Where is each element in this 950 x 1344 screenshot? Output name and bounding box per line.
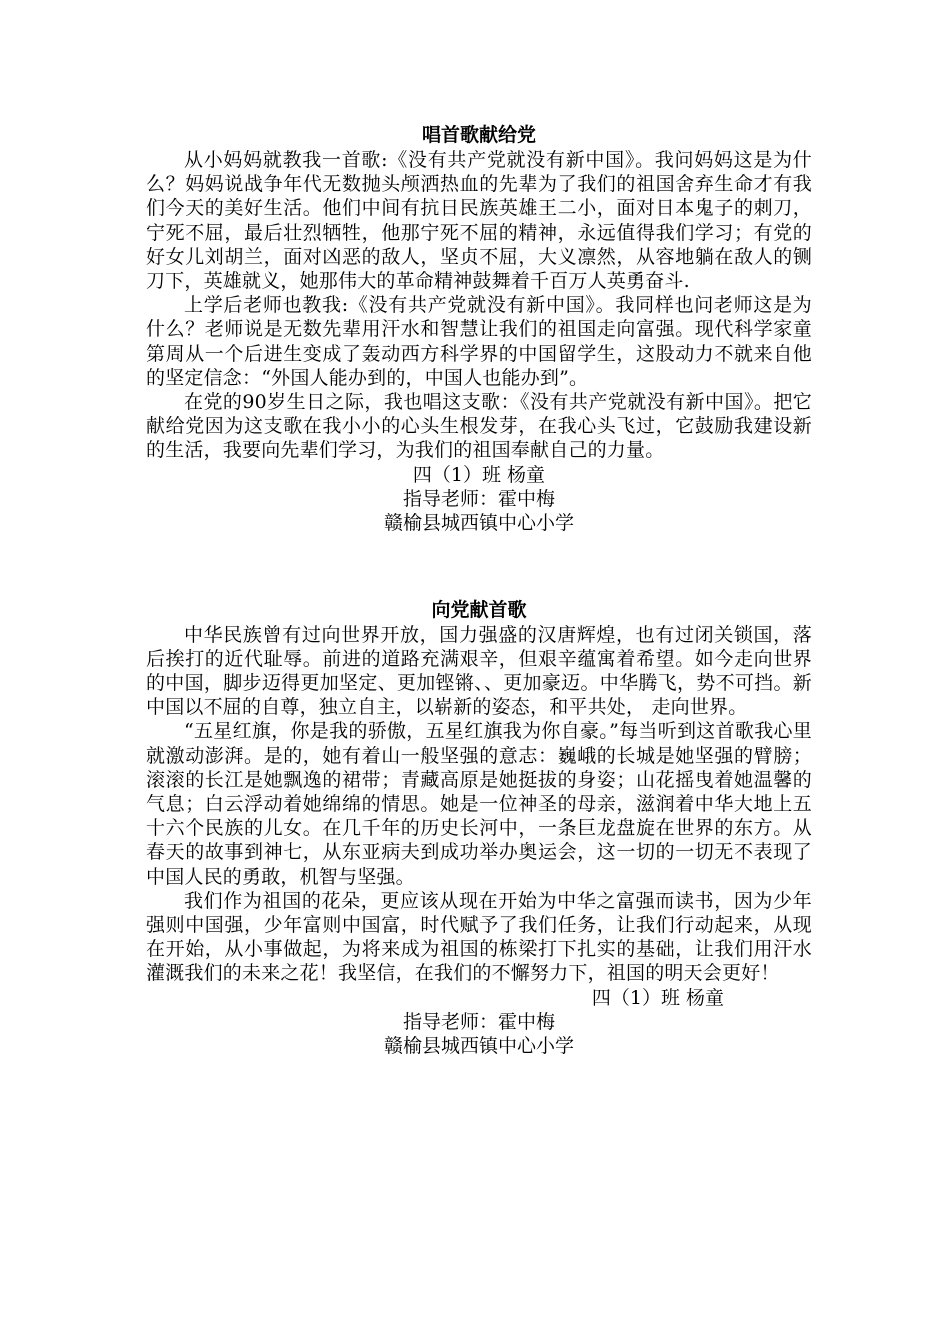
article-paragraph: 在党的90岁生日之际，我也唱这支歌：《没有共产党就没有新中国》。把它献给党因为这支歌在我小小的心头生根发芽，在我心头飞过，它鼓励我建设新的生活，我要向先辈们学习，为我们的祖国奉献自己的力量。 xyxy=(146,391,812,462)
document-page xyxy=(146,122,812,1058)
advisor-teacher: 指导老师：霍中梅 xyxy=(402,1010,555,1033)
article-spacer xyxy=(146,535,812,597)
school-name: 赣榆县城西镇中心小学 xyxy=(383,1034,574,1057)
article-song-to-party xyxy=(146,597,812,1058)
school-name: 赣榆县城西镇中心小学 xyxy=(383,511,574,534)
article-paragraph: 中华民族曾有过向世界开放，国力强盛的汉唐辉煌，也有过闭关锁国，落后挨打的近代耻辱。前进的道路充满艰辛，但艰辛蕴寓着希望。如今走向世界的中国，脚步迈得更加坚定、更加铿锵、、更加豪迈。中华腾飞，势不可挡。新中国以不屈的自尊，独立自主，以崭新的姿态，和平共处， 走向世界。 xyxy=(146,623,812,719)
author-class: 四（1）班 杨童 xyxy=(591,986,724,1009)
article-paragraph: 上学后老师也教我:《没有共产党就没有新中国》。我同样也问老师这是为什么？老师说是无数先辈用汗水和智慧让我们的祖国走向富强。现代科学家童第周从一个后进生变成了轰动西方科学界的中国留学生，这股动力不就来自他的坚定信念：“外国人能办到的，中国人也能办到”。 xyxy=(146,294,812,389)
advisor-teacher: 指导老师：霍中梅 xyxy=(402,487,555,510)
article-title: 唱首歌献给党 xyxy=(421,124,536,146)
article-paragraph: “五星红旗，你是我的骄傲，五星红旗我为你自豪。”每当听到这首歌我心里就激动澎湃。是的，她有着山一般坚强的意志：巍峨的长城是她坚强的臂膀；滚滚的长江是她飘逸的裙带；青藏高原是她挺拔的身姿；山花摇曳着她温馨的气息；白云浮动着她绵绵的情思。她是一位神圣的母亲，滋润着中华大地上五十六个民族的儿女。在几千年的历史长河中，一条巨龙盘旋在世界的东方。从春天的故事到神七，从东亚病夫到成功举办奥运会，这一切的一切无不表现了中国人民的勇敢，机智与坚强。 xyxy=(146,720,812,888)
article-sing-song-for-party xyxy=(146,122,812,535)
article-paragraph: 从小妈妈就教我一首歌:《没有共产党就没有新中国》。我问妈妈这是为什么？妈妈说战争年代无数抛头颅洒热血的先辈为了我们的祖国舍弃生命才有我们今天的美好生活。他们中间有抗日民族英雄王二小，面对日本鬼子的刺刀，宁死不屈，最后壮烈牺牲，他那宁死不屈的精神，永远值得我们学习；有党的好女儿刘胡兰，面对凶恶的敌人，坚贞不屈，大义凛然，从容地躺在敌人的铡刀下，英雄就义，她那伟大的革命精神鼓舞着千百万人英勇奋斗. xyxy=(146,149,812,293)
article-title: 向党献首歌 xyxy=(431,598,527,621)
article-paragraph: 我们作为祖国的花朵，更应该从现在开始为中华之富强而读书，因为少年强则中国强，少年富则中国富，时代赋予了我们任务，让我们行动起来，从现在开始，从小事做起，为将来成为祖国的栋梁打下扎实的基础，让我们用汗水灌溉我们的未来之花！我坚信，在我们的不懈努力下，祖国的明天会更好！ xyxy=(146,889,812,985)
author-class: 四（1）班 杨童 xyxy=(412,463,546,486)
